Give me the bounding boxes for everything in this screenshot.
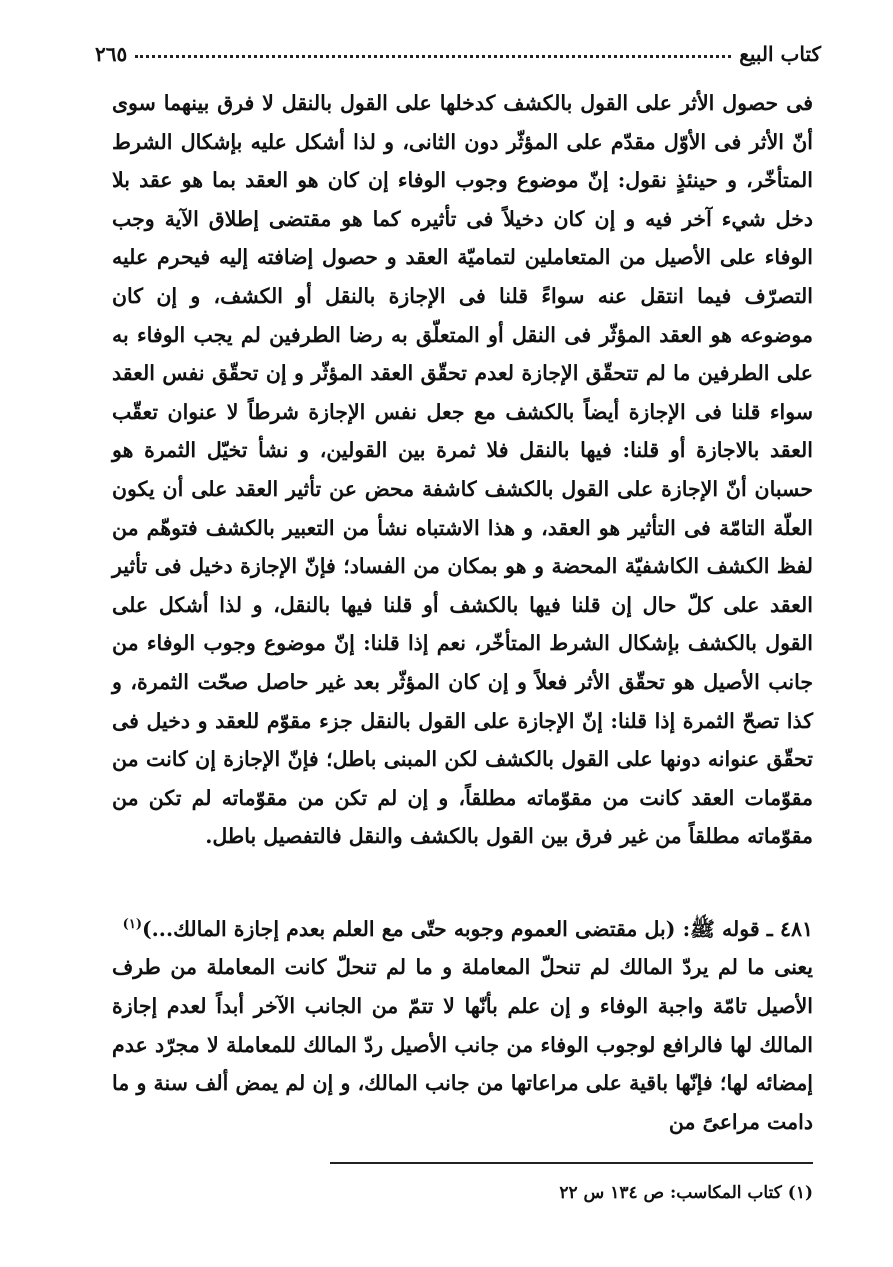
commentary-heading-text: ٤٨١ ـ قوله ﷺ: (بل مقتضى العموم وجوبه حتّى مع العلم بعدم إجازة المالك...) (141, 916, 813, 941)
running-header (95, 30, 821, 66)
page-number: ٢٦٥ (95, 42, 128, 66)
footnote-divider (330, 1162, 813, 1164)
footnote-reference: (١) (122, 917, 142, 932)
running-title: كتاب البيع (739, 42, 821, 66)
body-paragraph-2 (112, 906, 813, 1134)
footnote-text: (١) كتاب المكاسب: ص ١٣٤ س ٢٢ (559, 1183, 813, 1203)
commentary-heading (112, 906, 813, 948)
body-paragraph-1 (112, 84, 813, 884)
footnote (112, 1178, 813, 1208)
paragraph-2-text: يعنى ما لم يردّ المالك لم تنحلّ المعاملة و ما لم تنحلّ كانت المعاملة من طرف الأصيل تامّة واجبة الوفاء و إن علم بأنّها لا تتمّ من الجانب الآخر أبداً لعدم إجازة المالك لها فالرافع لوجوب الوفاء من جانب الأصيل ردّ المالك للمعاملة لا مجرّد عدم إمضائه لها؛ فإنّها باقية على مراعاتها من جانب المالك، و إن لم يمض ألف سنة و ما دامت مراعىً من (112, 955, 813, 1134)
header-dot-leader (135, 55, 731, 58)
paragraph-1-text: فى حصول الأثر على القول بالكشف كدخلها على القول بالنقل لا فرق بينهما سوى أنّ الأثر فى الأوّل مقدّم على المؤثّر دون الثانى، و لذا أشكل عليه بإشكال الشرط المتأخّر، و حينئذٍ نقول: إنّ موضوع وجوب الوفاء إن كان هو العقد بما هو عقد بلا دخل شيء آخر فيه و إن كان دخيلاً فى تأثيره كما هو مقتضى إطلاق الآية وجب الوفاء على الأصيل من المتعاملين لتماميّة العقد و حصول إضافته إليه فيحرم عليه التصرّف فيما انتقل عنه سواءً قلنا فى الإجازة بالنقل أو الكشف، و إن كان موضوعه هو العقد المؤثّر فى النقل أو المتعلّق به رضا الطرفين لم يجب الوفاء به على الطرفين ما لم تتحقّق الإجازة لعدم تحقّق العقد المؤثّر و إن تحقّق نفس العقد سواء قلنا فى الإجازة أيضاً بالكشف مع جعل نفس الإجازة شرطاً لا عنوان تعقّب العقد بالاجازة أو قلنا: فيها بالنقل فلا ثمرة بين القولين، و نشأ تخيّل الثمرة هو حسبان أنّ الإجازة على القول بالكشف كاشفة محض عن تأثير العقد على أن يكون العلّة التامّة فى التأثير هو العقد، و هذا الاشتباه نشأ من التعبير بالكشف فتوهّم من لفظ الكشف الكاشفيّة المحضة و هو بمكان من الفساد؛ فإنّ الإجازة دخيل فى تأثير العقد على كلّ حال إن قلنا فيها بالكشف أو قلنا فيها بالنقل، و لذا أشكل على القول بالكشف بإشكال الشرط المتأخّر، نعم إذا قلنا: إنّ موضوع وجوب الوفاء من جانب الأصيل هو تحقّق الأثر فعلاً و إن كان المؤثّر بعد غير حاصل صحّت الثمرة، و كذا تصحّ الثمرة إذا قلنا: إنّ الإجازة على القول بالنقل جزء مقوّم للعقد و دخيل فى تحقّق عنوانه دونها على القول بالكشف لكن المبنى باطل؛ فإنّ الإجازة إن كانت من مقوّمات العقد كانت من مقوّماته مطلقاً، و إن لم تكن من مقوّماته لم تكن من مقوّماته مطلقاً من غير فرق بين القول بالكشف والنقل فالتفصيل باطل. (112, 91, 813, 849)
